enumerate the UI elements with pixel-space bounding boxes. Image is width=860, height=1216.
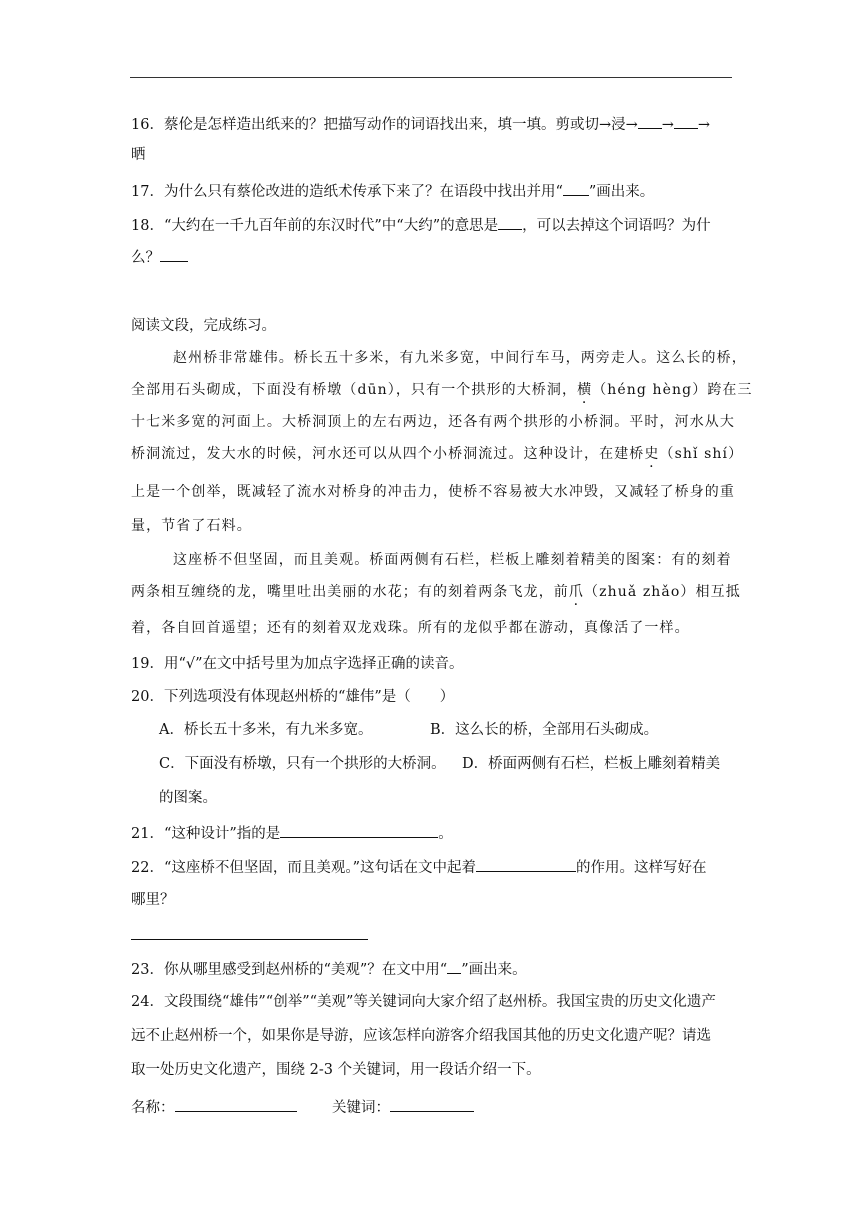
name-blank[interactable] [175,1096,297,1112]
passage-line: 全部用石头砌成，下面没有桥墩（dūn），只有一个拱形的大桥洞，横（héng hèng）跨在三 [131,382,753,398]
underline-mark [563,180,589,196]
passage-line: 着，各自回首遥望；还有的刻着双龙戏珠。所有的龙似乎都在游动，真像活了一样。 [131,620,690,636]
answer-blank[interactable] [674,113,698,129]
answer-blank[interactable] [638,113,662,129]
keyword-field-row [332,1096,474,1118]
question-21: 21．“这种设计”指的是 。 [131,822,453,844]
passage-line: 桥洞流过，发大水的时候，河水还可以从四个小桥洞流过。这种设计，在建桥史（shǐ shí） [131,446,744,462]
question-23: 23．你从哪里感受到赵州桥的“美观”？在文中用“ ”画出来。 [131,958,527,980]
dotted-char: 横 [577,382,593,398]
keyword-blank[interactable] [390,1096,474,1112]
keyword-label: 关键词： [332,1100,390,1116]
underline-mark [447,958,461,974]
question-18-line2: 么？ [131,246,188,268]
question-22-line2: 哪里？ [131,892,175,908]
passage-line: 赵州桥非常雄伟。桥长五十多米，有九米多宽，中间行车马，两旁走人。这么长的桥， [173,350,747,366]
passage-line: 两条相互缠绕的龙，嘴里吐出美丽的水花；有的刻着两条飞龙，前爪（zhuǎ zhǎo）相互抵 [131,584,741,600]
dotted-char: 爪 [568,584,585,600]
name-field-row [131,1096,297,1118]
question-16: 16．蔡伦是怎样造出纸来的？把描写动作的词语找出来，填一填。剪或切→浸→ → → [131,113,710,135]
passage-line: 十七米多宽的河面上。大桥洞顶上的左右两边，还各有两个拱形的小桥洞。平时，河水从大 [131,414,735,430]
question-22: 22．“这座桥不但坚固，而且美观。”这句话在文中起着 的作用。这样写好在 [131,856,707,878]
dotted-char: 史 [644,446,660,462]
option-d[interactable]: D．桥面两侧有石栏，栏板上雕刻着精美 [462,756,721,772]
passage-line: 这座桥不但坚固，而且美观。桥面两侧有石栏，栏板上雕刻着精美的图案：有的刻着 [173,552,732,568]
reading-intro: 阅读文段，完成练习。 [131,318,276,334]
question-19: 19．用“√”在文中括号里为加点字选择正确的读音。 [131,656,464,672]
passage-line: 上是一个创举，既减轻了流水对桥身的冲击力，使桥不容易被大水冲毁，又减轻了桥身的重 [131,484,735,500]
option-d-line2: 的图案。 [159,790,217,806]
question-24: 24．文段围绕“雄伟”“创举”“美观”等关键词向大家介绍了赵州桥。我国宝贵的历史文化遗产 [131,994,716,1010]
name-label: 名称： [131,1100,175,1116]
answer-blank[interactable] [498,214,522,230]
option-c[interactable]: C．下面没有桥墩，只有一个拱形的大桥洞。 [159,756,446,772]
option-b[interactable]: B．这么长的桥，全部用石头砌成。 [430,722,659,738]
option-a[interactable]: A．桥长五十多米，有九米多宽。 [159,722,373,738]
question-18: 18．“大约在一千九百年前的东汉时代”中“大约”的意思是 ，可以去掉这个词语吗？为什 [131,214,711,236]
question-24-line2: 远不止赵州桥一个，如果你是导游，应该怎样向游客介绍我国其他的历史文化遗产呢？请选 [131,1028,711,1044]
question-17: 17．为什么只有蔡伦改进的造纸术传承下来了？在语段中找出并用“ ”画出来。 [131,180,654,202]
answer-blank[interactable] [476,856,576,872]
question-20: 20．下列选项没有体现赵州桥的“雄伟”是（ ） [131,689,455,705]
question-16-tail: 晒 [131,147,146,163]
passage-line: 量，节省了石料。 [131,518,252,534]
answer-blank[interactable] [280,822,438,838]
question-24-line3: 取一处历史文化遗产，围绕 2-3 个关键词，用一段话介绍一下。 [131,1062,541,1078]
answer-blank[interactable] [160,246,188,262]
answer-line[interactable] [131,939,368,940]
header-rule [130,77,732,78]
